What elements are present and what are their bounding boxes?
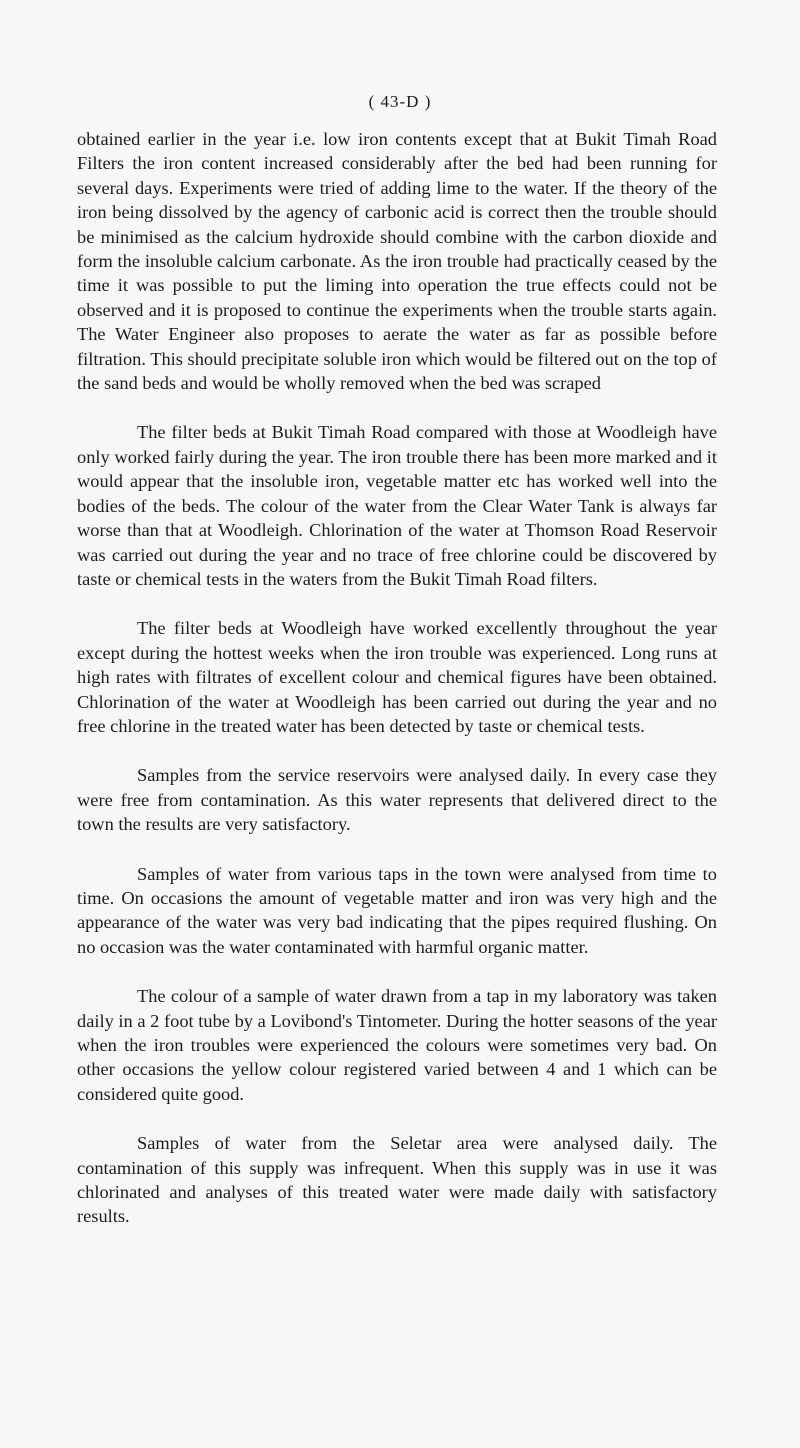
page-number: ( 43-D ): [368, 92, 432, 111]
paragraph-town-taps: Samples of water from various taps in the town were analysed from time to time. On occasions the amount of vegetable matter and iron was very high and the appearance of the water was very bad indicating that the pipes required flushing. On no occasion was the water contaminated with harmful organic matter.: [77, 863, 717, 957]
paragraph-service-reservoirs: Samples from the service reservoirs were analysed daily. In every case they were free from contamination. As this water represents that delivered direct to the town the results are very satisfactory.: [77, 765, 717, 835]
paragraph-seletar-area: Samples of water from the Seletar area were analysed daily. The contamination of this supply was infrequent. When this supply was in use it was chlorinated and analyses of this treated water were made daily with satisfactory results.: [77, 1133, 717, 1227]
paragraph-woodleigh-filters: The filter beds at Woodleigh have worked excellently throughout the year except during the hottest weeks when the iron trouble was experienced. Long runs at high rates with filtrates of excellent colour and chemical figures have been obtained. Chlorination of the water at Woodleigh has been carried out during the year and no free chlorine in the treated water has been detected by taste or chemical tests.: [77, 618, 717, 736]
paragraph-bukit-timah-filters: The filter beds at Bukit Timah Road compared with those at Woodleigh have only worked fairly during the year. The iron trouble there has been more marked and it would appear that the insoluble iron, vegetable matter etc has worked well into the bodies of the beds. The colour of the water from the Clear Water Tank is always far worse than that at Woodleigh. Chlorination of the water at Thomson Road Reservoir was carried out during the year and no trace of free chlorine could be discovered by taste or chemical tests in the waters from the Bukit Timah Road filters.: [77, 422, 717, 589]
paragraph-tintometer-colour: The colour of a sample of water drawn from a tap in my laboratory was taken daily in a 2 foot tube by a Lovibond's Tintometer. During the hotter seasons of the year when the iron troubles were experienced the colours were sometimes very bad. On other occasions the yellow colour registered varied between 4 and 1 which can be considered quite good.: [77, 986, 717, 1104]
paragraph-iron-experiments: obtained earlier in the year i.e. low iron contents except that at Bukit Timah Road Filters the iron content increased considerably after the bed had been running for several days. Experiments were tried of adding lime to the water. If the theory of the iron being dissolved by the agency of carbonic acid is correct then the trouble should be minimised as the calcium hydroxide should combine with the carbon dioxide and form the insoluble calcium carbonate. As the iron trouble had practically ceased by the time it was possible to put the liming into operation the true effects could not be observed and it is proposed to continue the experiments when the trouble starts again. The Water Engineer also proposes to aerate the water as far as possible before filtration. This should precipitate soluble iron which would be filtered out on the top of the sand beds and would be wholly removed when the bed was scraped: [77, 129, 717, 394]
body-text: [77, 127, 717, 1254]
